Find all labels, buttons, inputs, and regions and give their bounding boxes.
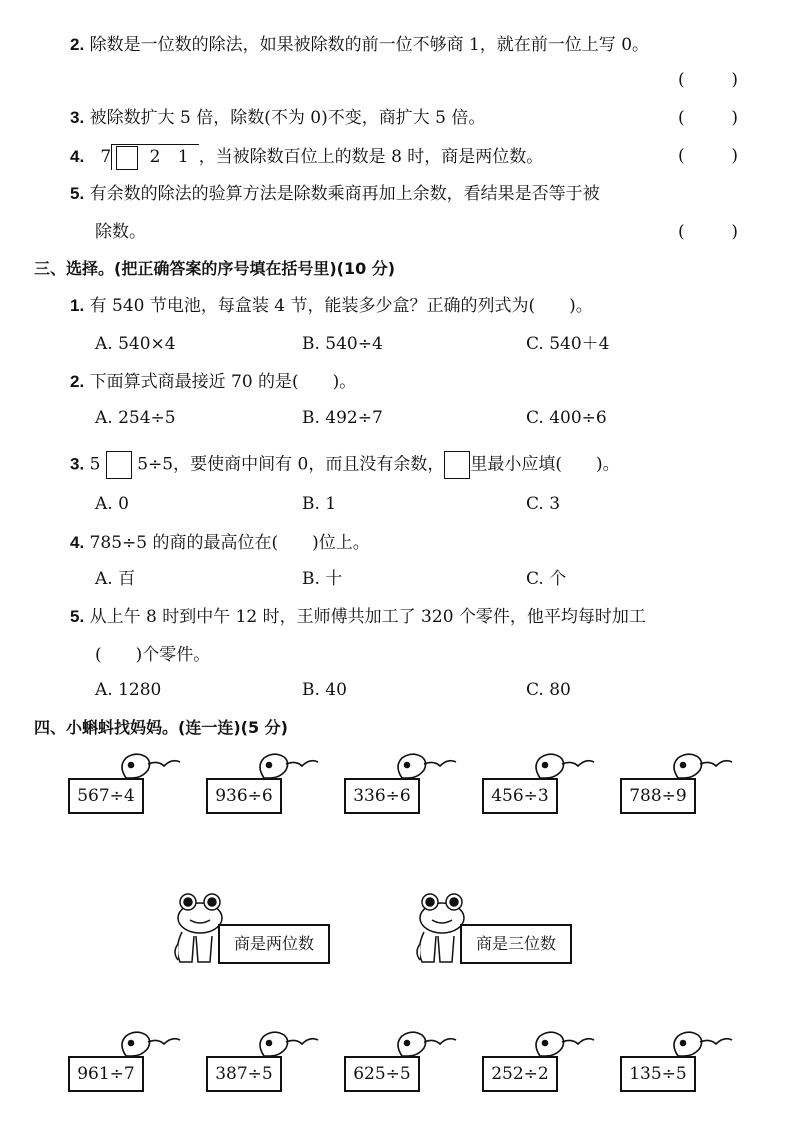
tadpole-bottom-2[interactable] [206, 1030, 326, 1090]
choice-q5 [70, 605, 646, 629]
option-c: C. 400÷6 [526, 408, 607, 428]
judge-item-4 [70, 144, 543, 170]
item-text: 有 540 节电池，每盒装 4 节，能装多少盒？正确的列式为( )。 [89, 296, 593, 316]
tadpole-bottom-4[interactable] [482, 1030, 602, 1090]
item-number: 2. [70, 35, 85, 54]
section-title-match: 四、小蝌蚪找妈妈。(连一连)(5 分) [34, 718, 288, 737]
frog-two-digit[interactable] [172, 888, 362, 968]
choice-q3 [70, 451, 620, 479]
answer-paren[interactable] [678, 144, 738, 168]
item-text: ，当被除数百位上的数是 8 时，商是两位数。 [198, 147, 544, 167]
tadpole-card: 936÷6 [206, 778, 282, 814]
frog-card: 商是三位数 [460, 924, 572, 964]
paren-close: ) [731, 108, 738, 128]
answer-paren[interactable] [678, 220, 738, 244]
tadpole-card: 456÷3 [482, 778, 558, 814]
item-number: 4. [70, 533, 85, 552]
tadpole-bottom-3[interactable] [344, 1030, 464, 1090]
tadpole-card: 336÷6 [344, 778, 420, 814]
option-c: C. 个 [526, 569, 567, 589]
paren-close: ) [731, 222, 738, 242]
tadpole-card: 961÷7 [68, 1056, 144, 1092]
paren-open: ( [678, 70, 685, 90]
item-number: 4. [70, 147, 85, 166]
frog-three-digit[interactable] [414, 888, 604, 968]
tadpole-top-5[interactable] [620, 752, 740, 812]
option-a: A. 1280 [95, 680, 162, 700]
paren-open: ( [678, 222, 685, 242]
item-text: 下面算式商最接近 70 的是( )。 [89, 372, 357, 392]
tadpole-top-4[interactable] [482, 752, 602, 812]
tadpole-card: 135÷5 [620, 1056, 696, 1092]
item-text-cont: ( )个零件。 [95, 645, 211, 665]
paren-close: ) [731, 70, 738, 90]
option-b: B. 1 [302, 494, 337, 514]
digit: 5 [89, 454, 101, 475]
item-number: 5. [70, 184, 85, 203]
choice-q4 [70, 531, 370, 555]
item-number: 3. [70, 454, 85, 474]
tadpole-top-2[interactable] [206, 752, 326, 812]
paren-open: ( [678, 108, 685, 128]
blank-box[interactable] [116, 146, 138, 170]
item-number: 1. [70, 296, 85, 315]
item-text: 里最小应填( )。 [470, 454, 620, 475]
choice-q1 [70, 294, 593, 318]
tadpole-card: 567÷4 [68, 778, 144, 814]
option-c: C. 3 [526, 494, 561, 514]
option-c: C. 80 [526, 680, 571, 700]
item-text: 有余数的除法的验算方法是除数乘商再加上余数，看结果是否等于被 [89, 184, 600, 204]
item-number: 2. [70, 372, 85, 391]
blank-box[interactable] [106, 451, 132, 479]
blank-box-ref [444, 451, 470, 479]
section-title-choice: 三、选择。(把正确答案的序号填在括号里)(10 分) [34, 259, 396, 278]
item-text: 被除数扩大 5 倍，除数(不为 0)不变，商扩大 5 倍。 [89, 108, 486, 128]
tadpole-bottom-1[interactable] [68, 1030, 188, 1090]
option-a: A. 0 [95, 494, 129, 514]
judge-item-3 [70, 106, 485, 130]
paren-close: ) [731, 146, 738, 166]
option-b: B. 492÷7 [302, 408, 383, 428]
option-b: B. 40 [302, 680, 347, 700]
option-a: A. 百 [95, 569, 136, 589]
tadpole-card: 625÷5 [344, 1056, 420, 1092]
tadpole-card: 387÷5 [206, 1056, 282, 1092]
choice-q2 [70, 370, 356, 394]
answer-paren[interactable] [678, 68, 738, 92]
tadpole-card: 788÷9 [620, 778, 696, 814]
item-text-cont: 除数。 [95, 222, 146, 242]
tadpole-bottom-5[interactable] [620, 1030, 740, 1090]
item-text: 5÷5，要使商中间有 0，而且没有余数， [137, 454, 445, 475]
item-number: 3. [70, 108, 85, 127]
item-text: 除数是一位数的除法，如果被除数的前一位不够商 1，就在前一位上写 0。 [89, 35, 650, 55]
paren-open: ( [678, 146, 685, 166]
dividend-digits: 2 1 [149, 147, 195, 167]
option-a: A. 254÷5 [95, 408, 176, 428]
item-number: 5. [70, 607, 85, 626]
tadpole-top-1[interactable] [68, 752, 188, 812]
option-b: B. 540÷4 [302, 334, 383, 354]
answer-paren[interactable] [678, 106, 738, 130]
item-text: 785÷5 的商的最高位在( )位上。 [89, 533, 370, 553]
option-a: A. 540×4 [95, 334, 176, 354]
divisor: 7 [100, 147, 112, 167]
judge-item-5 [70, 182, 600, 206]
judge-item-2 [70, 33, 649, 57]
tadpole-card: 252÷2 [482, 1056, 558, 1092]
item-text: 从上午 8 时到中午 12 时，王师傅共加工了 320 个零件，他平均每时加工 [89, 607, 646, 627]
option-b: B. 十 [302, 569, 343, 589]
option-c: C. 540＋4 [526, 334, 610, 354]
frog-card: 商是两位数 [218, 924, 330, 964]
long-division-bracket [111, 144, 198, 170]
tadpole-top-3[interactable] [344, 752, 464, 812]
